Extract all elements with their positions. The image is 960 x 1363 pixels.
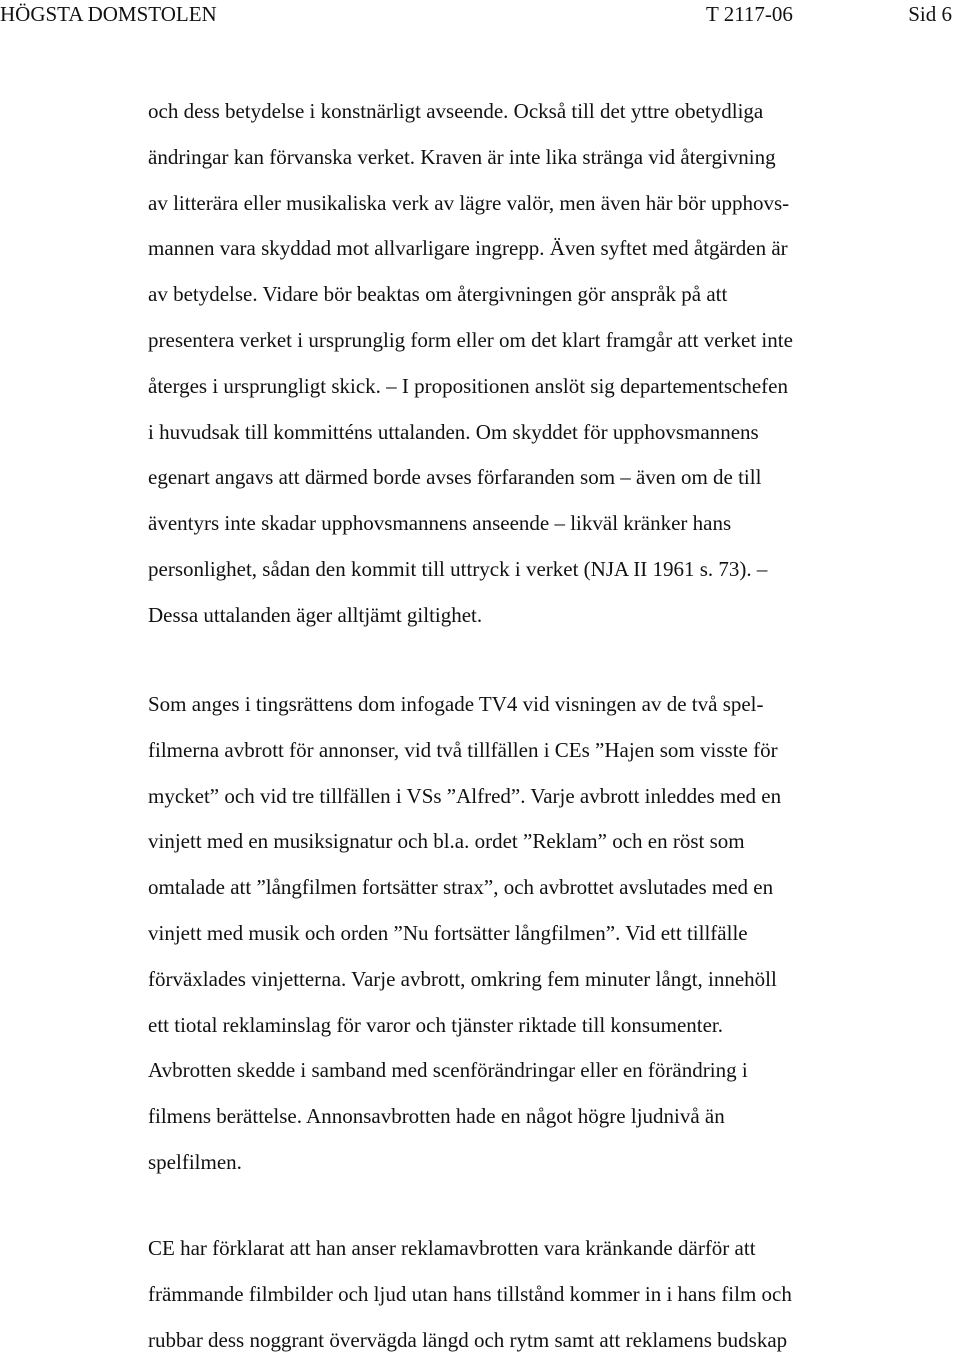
paragraph-2 [148, 682, 960, 1186]
page-header [0, 0, 960, 32]
text-line: egenart angavs att därmed borde avses förfaranden som – även om de till [148, 465, 762, 490]
text-line: mycket” och vid tre tillfällen i VSs ”Alfred”. Varje avbrott inleddes med en [148, 783, 782, 808]
text-line: förväxlades vinjetterna. Varje avbrott, omkring fem minuter långt, innehöll [148, 966, 777, 991]
text-line: ändringar kan förvanska verket. Kraven är inte lika stränga vid återgivning [148, 144, 776, 169]
text-line: rubbar dess noggrant övervägda längd och rytm samt att reklamens budskap [148, 1327, 788, 1352]
text-line: Som anges i tingsrättens dom infogade TV4 vid visningen av de två spel- [148, 692, 764, 716]
court-name: HÖGSTA DOMSTOLEN [0, 2, 217, 26]
text-line: CE har förklarat att han anser reklamavbrotten vara kränkande därför att [148, 1236, 756, 1260]
paragraph-1 [148, 89, 960, 639]
text-line: främmande filmbilder och ljud utan hans tillstånd kommer in i hans film och [148, 1281, 792, 1306]
text-line: presentera verket i ursprunglig form eller om det klart framgår att verket inte [148, 327, 793, 352]
text-line: av betydelse. Vidare bör beaktas om återgivningen gör anspråk på att [148, 282, 728, 307]
text-line: mannen vara skyddad mot allvarligare ingrepp. Även syftet med åtgärden är [148, 236, 788, 261]
text-line: ett tiotal reklaminslag för varor och tjänster riktade till konsumenter. [148, 1012, 723, 1037]
text-line: återges i ursprungligt skick. – I propositionen anslöt sig departementschefen [148, 373, 788, 398]
text-line: och dess betydelse i konstnärligt avseende. Också till det yttre obetydliga [148, 99, 764, 123]
text-line: spelfilmen. [148, 1149, 242, 1174]
text-line: filmens berättelse. Annonsavbrotten hade en något högre ljudnivå än [148, 1104, 725, 1129]
text-line: i huvudsak till kommitténs uttalanden. Om skyddet för upphovsmannens [148, 419, 759, 444]
case-number: T 2117-06 [706, 2, 793, 26]
text-line: omtalade att ”långfilmen fortsätter strax”, och avbrottet avslutades med en [148, 875, 774, 900]
paragraph-3 [148, 1226, 960, 1363]
page-number: Sid 6 [908, 2, 952, 26]
text-line: filmerna avbrott för annonser, vid två tillfällen i CEs ”Hajen som visste för [148, 737, 778, 762]
text-line: Avbrotten skedde i samband med scenförändringar eller en förändring i [148, 1058, 748, 1083]
text-line: vinjett med en musiksignatur och bl.a. ordet ”Reklam” och en röst som [148, 829, 745, 854]
text-line: vinjett med musik och orden ”Nu fortsätter långfilmen”. Vid ett tillfälle [148, 920, 748, 945]
text-line: äventyrs inte skadar upphovsmannens anseende – likväl kränker hans [148, 511, 732, 536]
text-line: av litterära eller musikaliska verk av lägre valör, men även här bör upphovs- [148, 190, 790, 215]
text-line: Dessa uttalanden äger alltjämt giltighet. [148, 602, 483, 627]
text-line: personlighet, sådan den kommit till uttryck i verket (NJA II 1961 s. 73). – [148, 556, 768, 581]
